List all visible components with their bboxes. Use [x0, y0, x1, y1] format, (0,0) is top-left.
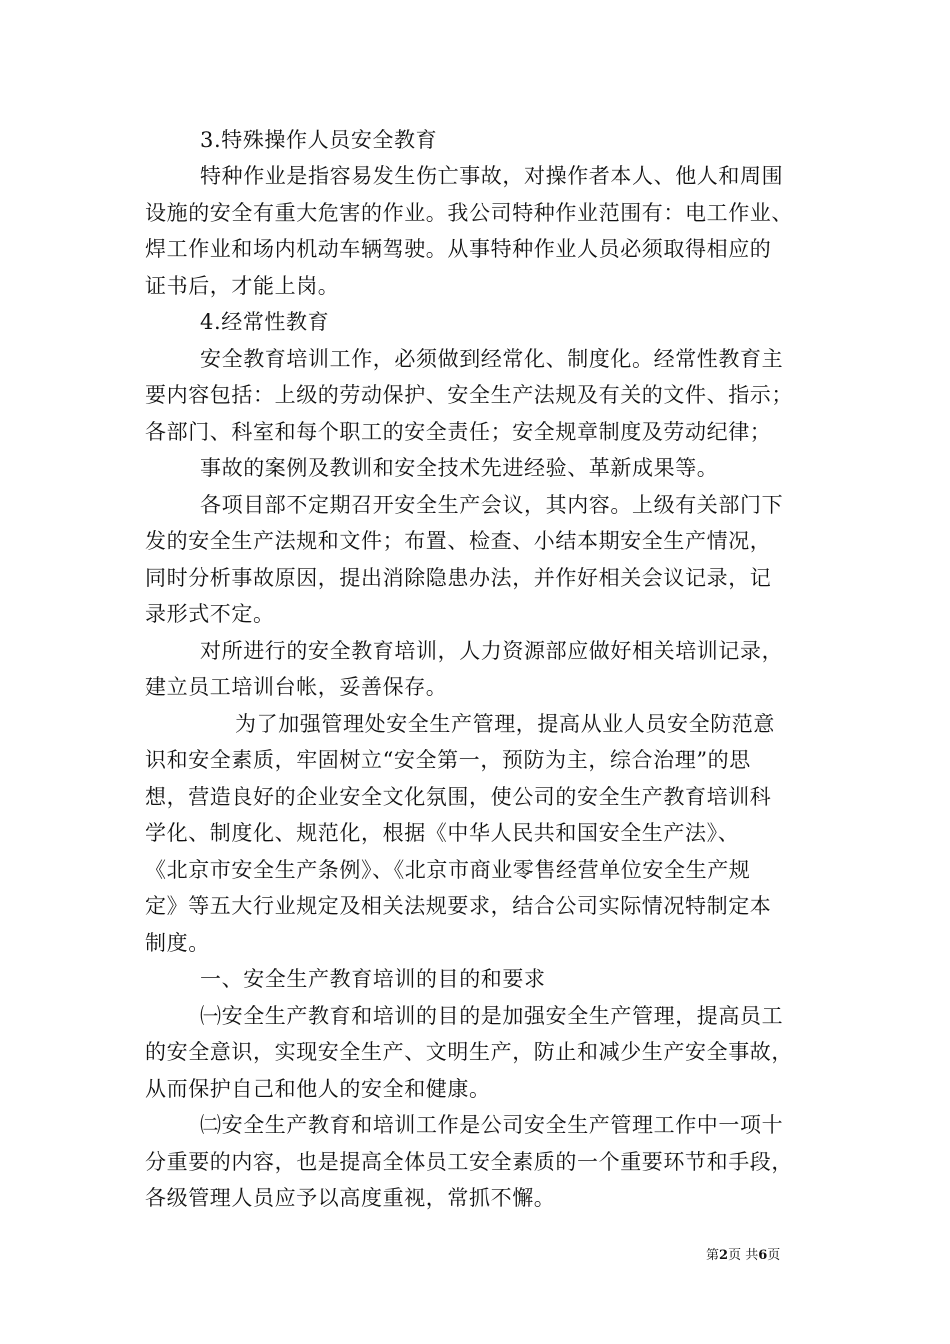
- paragraph-line: 设施的安全有重大危害的作业。我公司特种作业范围有：电工作业、: [145, 201, 793, 225]
- paragraph-line: 安全教育培训工作，必须做到经常化、制度化。经常性教育主: [200, 347, 784, 371]
- paragraph-line: 同时分析事故原因，提出消除隐患办法，并作好相关会议记录，记: [145, 566, 772, 590]
- heading-regular-education: 4.经常性教育: [200, 310, 330, 334]
- current-page-number: 2: [719, 1248, 729, 1263]
- paragraph-line: ㈠安全生产教育和培训的目的是加强安全生产管理，提高员工: [200, 1004, 784, 1028]
- paragraph-line: 对所进行的安全教育培训，人力资源部应做好相关培训记录，: [200, 639, 784, 663]
- paragraph-line: 分重要的内容，也是提高全体员工安全素质的一个重要环节和手段，: [145, 1150, 793, 1174]
- paragraph-line: 《北京市安全生产条例》、《北京市商业零售经营单位安全生产规: [145, 858, 751, 882]
- paragraph-line: 学化、制度化、规范化，根据《中华人民共和国安全生产法》、: [145, 821, 740, 845]
- section-heading-purpose: 一、安全生产教育培训的目的和要求: [200, 967, 546, 991]
- paragraph-line: 的安全意识，实现安全生产、文明生产，防止和减少生产安全事故，: [145, 1040, 793, 1064]
- paragraph-line: 制度。: [145, 931, 210, 955]
- page-number-footer: [706, 1246, 780, 1266]
- paragraph-line: 证书后，才能上岗。: [145, 274, 340, 298]
- paragraph-line: 为了加强管理处安全生产管理，提高从业人员安全防范意: [235, 712, 775, 736]
- paragraph-line: 事故的案例及教训和安全技术先进经验、革新成果等。: [200, 456, 719, 480]
- paragraph-line: 想，营造良好的企业安全文化氛围，使公司的安全生产教育培训科: [145, 785, 772, 809]
- paragraph-line: 各项目部不定期召开安全生产会议，其内容。上级有关部门下: [200, 493, 784, 517]
- footer-prefix: 第: [706, 1248, 720, 1263]
- paragraph-line: 定》等五大行业规定及相关法规要求，结合公司实际情况特制定本: [145, 894, 772, 918]
- paragraph-line: 各级管理人员应予以高度重视，常抓不懈。: [145, 1186, 556, 1210]
- footer-middle: 页 共: [728, 1248, 759, 1263]
- footer-suffix: 页: [767, 1248, 781, 1263]
- paragraph-line: ㈡安全生产教育和培训工作是公司安全生产管理工作中一项十: [200, 1113, 784, 1137]
- heading-special-operators: 3.特殊操作人员安全教育: [200, 128, 438, 152]
- paragraph-line: 从而保护自己和他人的安全和健康。: [145, 1077, 491, 1101]
- paragraph-line: 建立员工培训台帐，妥善保存。: [145, 675, 448, 699]
- paragraph-line: 各部门、科室和每个职工的安全责任；安全规章制度及劳动纪律；: [145, 420, 772, 444]
- total-page-number: 6: [758, 1248, 768, 1263]
- paragraph-line: 焊工作业和场内机动车辆驾驶。从事特种作业人员必须取得相应的: [145, 237, 772, 261]
- paragraph-line: 特种作业是指容易发生伤亡事故，对操作者本人、他人和周围: [200, 164, 784, 188]
- paragraph-line: 录形式不定。: [145, 602, 275, 626]
- paragraph-line: 识和安全素质，牢固树立“安全第一，预防为主，综合治理”的思: [145, 748, 751, 772]
- paragraph-line: 发的安全生产法规和文件；布置、检查、小结本期安全生产情况，: [145, 529, 772, 553]
- paragraph-line: 要内容包括：上级的劳动保护、安全生产法规及有关的文件、指示；: [145, 383, 793, 407]
